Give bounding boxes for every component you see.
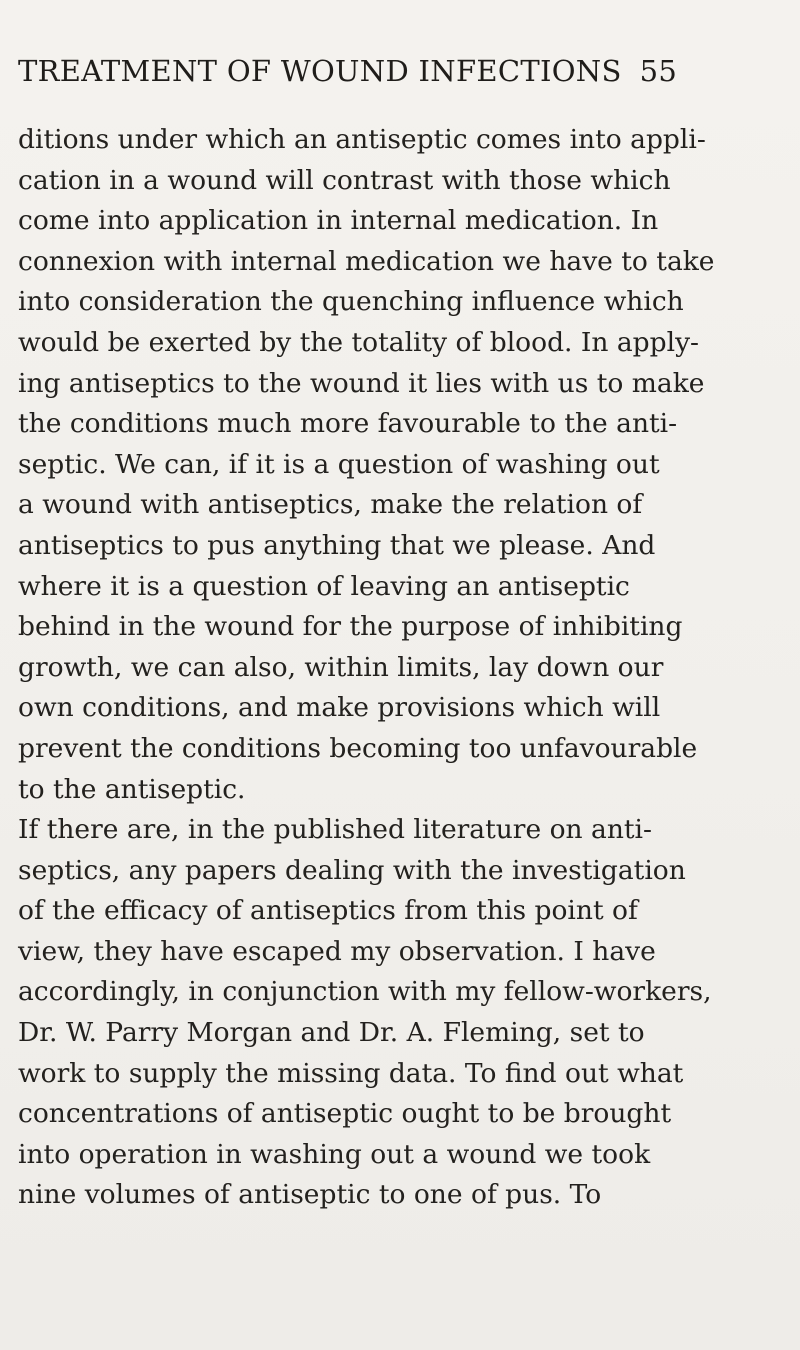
text-line: antiseptics to pus anything that we please. And xyxy=(18,529,656,561)
text-line: where it is a question of leaving an antiseptic xyxy=(18,570,630,602)
body-text xyxy=(18,120,778,1216)
text-line: septics, any papers dealing with the investigation xyxy=(18,854,686,886)
text-line: ing antiseptics to the wound it lies with us to make xyxy=(18,367,705,399)
text-line: concentrations of antiseptic ought to be brought xyxy=(18,1098,672,1130)
text-line: septic. We can, if it is a question of washing out xyxy=(18,448,660,480)
text-line: ditions under which an antiseptic comes into appli- xyxy=(18,124,706,155)
running-header xyxy=(18,54,778,88)
text-line: growth, we can also, within limits, lay down our xyxy=(18,651,664,683)
page-number: 55 xyxy=(639,54,678,88)
text-line: of the efficacy of antiseptics from this point of xyxy=(18,895,638,927)
paragraph xyxy=(18,810,778,1216)
text-line: come into application in internal medication. In xyxy=(18,205,659,237)
text-line: Dr. W. Parry Morgan and Dr. A. Fleming, set to xyxy=(18,1017,645,1049)
text-line: nine volumes of antiseptic to one of pus. To xyxy=(18,1179,602,1211)
text-line: would be exerted by the totality of blood. In apply- xyxy=(18,326,699,358)
text-line: work to supply the missing data. To find out what xyxy=(18,1057,684,1089)
paragraph xyxy=(18,120,778,810)
text-line: own conditions, and make provisions which will xyxy=(18,692,661,724)
text-line: a wound with antiseptics, make the relation of xyxy=(18,489,643,521)
text-line: into operation in washing out a wound we took xyxy=(18,1138,651,1170)
running-title: TREATMENT OF WOUND INFECTIONS xyxy=(18,54,622,88)
text-line: cation in a wound will contrast with those which xyxy=(18,164,671,196)
text-line: accordingly, in conjunction with my fellow-workers, xyxy=(18,976,712,1008)
text-line: to the antiseptic. xyxy=(18,773,246,805)
text-line: the conditions much more favourable to the anti- xyxy=(18,408,678,440)
text-line: prevent the conditions becoming too unfavourable xyxy=(18,732,698,764)
text-line: If there are, in the published literature on anti- xyxy=(18,814,652,846)
text-line: into consideration the quenching influence which xyxy=(18,286,684,318)
text-line: connexion with internal medication we have to take xyxy=(18,245,715,277)
text-line: behind in the wound for the purpose of inhibiting xyxy=(18,611,683,643)
text-line: view, they have escaped my observation. I have xyxy=(18,935,656,967)
